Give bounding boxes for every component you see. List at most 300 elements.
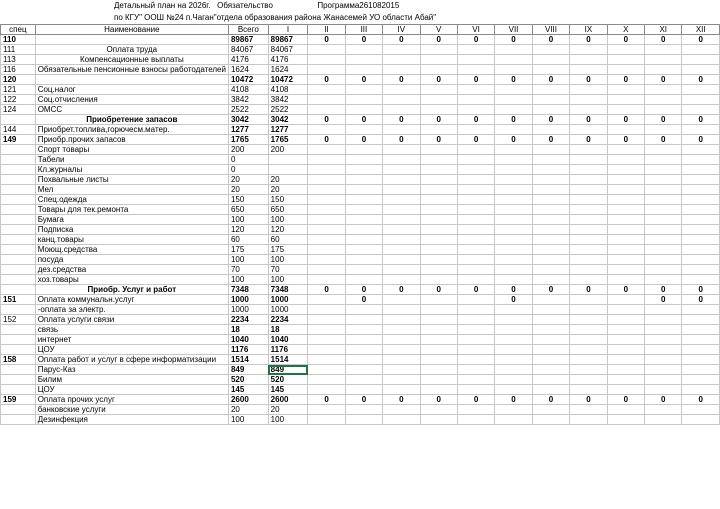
month-cell[interactable]: 0: [420, 285, 457, 295]
month-cell[interactable]: [570, 125, 607, 135]
month-cell[interactable]: 0: [532, 75, 570, 85]
total-cell[interactable]: 1277: [228, 125, 268, 135]
name-cell[interactable]: посуда: [35, 255, 228, 265]
month-cell[interactable]: [457, 45, 494, 55]
month-cell[interactable]: [308, 405, 345, 415]
month-cell[interactable]: [570, 95, 607, 105]
month-cell[interactable]: [383, 205, 420, 215]
month-cell[interactable]: 0: [607, 395, 644, 405]
month-cell[interactable]: [495, 335, 532, 345]
month-i-cell[interactable]: 849: [268, 365, 308, 375]
month-cell[interactable]: [383, 55, 420, 65]
month-cell[interactable]: [308, 85, 345, 95]
month-cell[interactable]: [532, 375, 570, 385]
month-cell[interactable]: [532, 265, 570, 275]
month-cell[interactable]: [308, 225, 345, 235]
month-cell[interactable]: [420, 305, 457, 315]
month-cell[interactable]: [345, 65, 382, 75]
month-cell[interactable]: [532, 155, 570, 165]
month-cell[interactable]: [308, 55, 345, 65]
total-cell[interactable]: 70: [228, 265, 268, 275]
month-cell[interactable]: [308, 415, 345, 425]
month-cell[interactable]: [495, 45, 532, 55]
month-cell[interactable]: [308, 165, 345, 175]
month-cell[interactable]: [495, 415, 532, 425]
month-cell[interactable]: [383, 295, 420, 305]
total-cell[interactable]: 1000: [228, 305, 268, 315]
month-cell[interactable]: [383, 245, 420, 255]
month-cell[interactable]: 0: [645, 35, 682, 45]
month-cell[interactable]: [383, 305, 420, 315]
total-cell[interactable]: 2600: [228, 395, 268, 405]
month-cell[interactable]: [645, 265, 682, 275]
month-cell[interactable]: [345, 225, 382, 235]
month-cell[interactable]: [532, 235, 570, 245]
month-cell[interactable]: [383, 265, 420, 275]
month-cell[interactable]: 0: [495, 295, 532, 305]
month-cell[interactable]: [682, 105, 720, 115]
month-cell[interactable]: [645, 335, 682, 345]
month-cell[interactable]: 0: [607, 75, 644, 85]
total-cell[interactable]: 1765: [228, 135, 268, 145]
month-cell[interactable]: 0: [457, 395, 494, 405]
month-cell[interactable]: [682, 195, 720, 205]
month-cell[interactable]: [607, 345, 644, 355]
month-cell[interactable]: [607, 105, 644, 115]
month-i-cell[interactable]: 1176: [268, 345, 308, 355]
month-cell[interactable]: [420, 195, 457, 205]
month-cell[interactable]: [345, 245, 382, 255]
month-cell[interactable]: [420, 95, 457, 105]
month-cell[interactable]: [682, 345, 720, 355]
month-cell[interactable]: [645, 215, 682, 225]
month-cell[interactable]: [532, 195, 570, 205]
month-i-cell[interactable]: 520: [268, 375, 308, 385]
month-cell[interactable]: [570, 45, 607, 55]
name-cell[interactable]: связь: [35, 325, 228, 335]
month-cell[interactable]: [532, 415, 570, 425]
month-cell[interactable]: [532, 385, 570, 395]
spec-cell[interactable]: [1, 265, 36, 275]
month-cell[interactable]: [532, 245, 570, 255]
month-cell[interactable]: 0: [532, 35, 570, 45]
spec-cell[interactable]: 110: [1, 35, 36, 45]
month-cell[interactable]: [607, 355, 644, 365]
month-cell[interactable]: [383, 85, 420, 95]
month-cell[interactable]: 0: [532, 135, 570, 145]
month-i-cell[interactable]: 1000: [268, 295, 308, 305]
month-cell[interactable]: [457, 305, 494, 315]
month-cell[interactable]: 0: [570, 135, 607, 145]
month-cell[interactable]: [570, 85, 607, 95]
month-cell[interactable]: [495, 405, 532, 415]
month-cell[interactable]: [345, 105, 382, 115]
month-cell[interactable]: 0: [532, 395, 570, 405]
spec-cell[interactable]: [1, 245, 36, 255]
month-cell[interactable]: [308, 385, 345, 395]
name-cell[interactable]: Приобр.прочих запасов: [35, 135, 228, 145]
month-cell[interactable]: [457, 125, 494, 135]
month-cell[interactable]: [420, 105, 457, 115]
month-cell[interactable]: [420, 415, 457, 425]
month-cell[interactable]: 0: [495, 115, 532, 125]
month-cell[interactable]: [308, 195, 345, 205]
month-cell[interactable]: [570, 155, 607, 165]
month-cell[interactable]: [570, 185, 607, 195]
month-cell[interactable]: [495, 215, 532, 225]
month-cell[interactable]: [645, 315, 682, 325]
total-cell[interactable]: 3842: [228, 95, 268, 105]
month-cell[interactable]: [532, 365, 570, 375]
name-cell[interactable]: Дезинфекция: [35, 415, 228, 425]
spec-cell[interactable]: 111: [1, 45, 36, 55]
month-cell[interactable]: [457, 275, 494, 285]
name-cell[interactable]: банковские услуги: [35, 405, 228, 415]
spec-cell[interactable]: [1, 235, 36, 245]
month-cell[interactable]: [645, 165, 682, 175]
month-cell[interactable]: [645, 245, 682, 255]
month-cell[interactable]: [607, 315, 644, 325]
month-cell[interactable]: [308, 365, 345, 375]
name-cell[interactable]: Билим: [35, 375, 228, 385]
month-cell[interactable]: [457, 165, 494, 175]
spec-cell[interactable]: [1, 335, 36, 345]
month-cell[interactable]: 0: [420, 115, 457, 125]
month-cell[interactable]: [345, 375, 382, 385]
month-cell[interactable]: 0: [682, 75, 720, 85]
spec-cell[interactable]: [1, 165, 36, 175]
month-cell[interactable]: [570, 385, 607, 395]
month-cell[interactable]: [457, 145, 494, 155]
name-cell[interactable]: Мел: [35, 185, 228, 195]
month-cell[interactable]: [682, 225, 720, 235]
month-cell[interactable]: [495, 355, 532, 365]
month-cell[interactable]: [345, 385, 382, 395]
month-cell[interactable]: [532, 225, 570, 235]
month-cell[interactable]: [532, 305, 570, 315]
month-cell[interactable]: [383, 375, 420, 385]
month-i-cell[interactable]: 2600: [268, 395, 308, 405]
month-cell[interactable]: [420, 65, 457, 75]
name-cell[interactable]: ЦОУ: [35, 345, 228, 355]
month-cell[interactable]: 0: [645, 295, 682, 305]
spec-cell[interactable]: 116: [1, 65, 36, 75]
month-cell[interactable]: 0: [682, 395, 720, 405]
total-cell[interactable]: 120: [228, 225, 268, 235]
month-cell[interactable]: [383, 195, 420, 205]
month-cell[interactable]: [495, 375, 532, 385]
total-cell[interactable]: 100: [228, 275, 268, 285]
month-cell[interactable]: [308, 295, 345, 305]
month-cell[interactable]: [607, 305, 644, 315]
month-cell[interactable]: [345, 345, 382, 355]
month-i-cell[interactable]: 100: [268, 275, 308, 285]
month-cell[interactable]: [532, 215, 570, 225]
month-cell[interactable]: [420, 245, 457, 255]
name-cell[interactable]: [35, 75, 228, 85]
month-cell[interactable]: [532, 255, 570, 265]
month-cell[interactable]: 0: [645, 75, 682, 85]
month-cell[interactable]: [532, 355, 570, 365]
month-cell[interactable]: [607, 185, 644, 195]
month-cell[interactable]: [607, 225, 644, 235]
month-cell[interactable]: [345, 415, 382, 425]
month-i-cell[interactable]: 150: [268, 195, 308, 205]
month-cell[interactable]: [345, 205, 382, 215]
month-cell[interactable]: [607, 145, 644, 155]
month-i-cell[interactable]: 70: [268, 265, 308, 275]
name-cell[interactable]: Подписка: [35, 225, 228, 235]
name-cell[interactable]: ЦОУ: [35, 385, 228, 395]
month-cell[interactable]: [645, 255, 682, 265]
month-cell[interactable]: [607, 275, 644, 285]
month-i-cell[interactable]: 18: [268, 325, 308, 335]
total-cell[interactable]: 1000: [228, 295, 268, 305]
name-cell[interactable]: Товары для тек.ремонта: [35, 205, 228, 215]
month-cell[interactable]: [682, 175, 720, 185]
total-cell[interactable]: 1040: [228, 335, 268, 345]
month-cell[interactable]: 0: [645, 135, 682, 145]
month-cell[interactable]: [682, 275, 720, 285]
month-cell[interactable]: [420, 125, 457, 135]
month-cell[interactable]: [308, 155, 345, 165]
total-cell[interactable]: 60: [228, 235, 268, 245]
total-cell[interactable]: 10472: [228, 75, 268, 85]
month-cell[interactable]: [308, 185, 345, 195]
spec-cell[interactable]: 144: [1, 125, 36, 135]
month-cell[interactable]: [570, 225, 607, 235]
name-cell[interactable]: Оплата прочих услуг: [35, 395, 228, 405]
month-cell[interactable]: [345, 365, 382, 375]
month-cell[interactable]: [420, 345, 457, 355]
month-cell[interactable]: [457, 175, 494, 185]
month-cell[interactable]: [383, 255, 420, 265]
month-cell[interactable]: [457, 415, 494, 425]
month-cell[interactable]: [532, 345, 570, 355]
name-cell[interactable]: Спец.одежда: [35, 195, 228, 205]
month-cell[interactable]: 0: [420, 35, 457, 45]
month-cell[interactable]: [682, 205, 720, 215]
month-cell[interactable]: [495, 265, 532, 275]
month-cell[interactable]: [457, 155, 494, 165]
month-i-cell[interactable]: 1765: [268, 135, 308, 145]
total-cell[interactable]: 89867: [228, 35, 268, 45]
month-i-cell[interactable]: [268, 155, 308, 165]
month-cell[interactable]: [383, 405, 420, 415]
month-cell[interactable]: [570, 315, 607, 325]
month-cell[interactable]: [495, 125, 532, 135]
month-cell[interactable]: 0: [495, 75, 532, 85]
month-cell[interactable]: [570, 365, 607, 375]
month-cell[interactable]: [570, 355, 607, 365]
month-cell[interactable]: [420, 215, 457, 225]
month-i-cell[interactable]: 1000: [268, 305, 308, 315]
month-cell[interactable]: [457, 265, 494, 275]
month-cell[interactable]: [345, 215, 382, 225]
total-cell[interactable]: 100: [228, 415, 268, 425]
month-cell[interactable]: 0: [682, 135, 720, 145]
total-cell[interactable]: 3042: [228, 115, 268, 125]
total-cell[interactable]: 20: [228, 405, 268, 415]
month-cell[interactable]: [495, 65, 532, 75]
month-cell[interactable]: [383, 225, 420, 235]
name-cell[interactable]: Оплата услуги связи: [35, 315, 228, 325]
month-cell[interactable]: 0: [495, 135, 532, 145]
month-cell[interactable]: [682, 145, 720, 155]
name-cell[interactable]: хоз.товары: [35, 275, 228, 285]
month-i-cell[interactable]: 4108: [268, 85, 308, 95]
month-cell[interactable]: [420, 275, 457, 285]
total-cell[interactable]: 100: [228, 215, 268, 225]
month-cell[interactable]: [457, 365, 494, 375]
month-cell[interactable]: [682, 335, 720, 345]
month-cell[interactable]: [645, 305, 682, 315]
month-cell[interactable]: [682, 315, 720, 325]
month-cell[interactable]: [457, 225, 494, 235]
month-cell[interactable]: 0: [495, 395, 532, 405]
month-cell[interactable]: [345, 55, 382, 65]
month-cell[interactable]: [345, 325, 382, 335]
name-cell[interactable]: дез.средства: [35, 265, 228, 275]
spec-cell[interactable]: [1, 275, 36, 285]
month-cell[interactable]: [457, 215, 494, 225]
month-cell[interactable]: 0: [308, 395, 345, 405]
month-cell[interactable]: 0: [345, 395, 382, 405]
month-cell[interactable]: [607, 375, 644, 385]
month-cell[interactable]: 0: [383, 35, 420, 45]
month-cell[interactable]: [607, 95, 644, 105]
month-cell[interactable]: [645, 205, 682, 215]
month-cell[interactable]: [457, 325, 494, 335]
month-cell[interactable]: [308, 325, 345, 335]
spec-cell[interactable]: [1, 325, 36, 335]
month-cell[interactable]: [495, 305, 532, 315]
month-cell[interactable]: [532, 315, 570, 325]
month-cell[interactable]: 0: [345, 285, 382, 295]
month-cell[interactable]: [645, 355, 682, 365]
month-cell[interactable]: [308, 45, 345, 55]
month-cell[interactable]: 0: [345, 135, 382, 145]
month-cell[interactable]: [645, 45, 682, 55]
name-cell[interactable]: -оплата за электр.: [35, 305, 228, 315]
spec-cell[interactable]: [1, 195, 36, 205]
month-cell[interactable]: [607, 85, 644, 95]
spec-cell[interactable]: 113: [1, 55, 36, 65]
month-cell[interactable]: [645, 155, 682, 165]
month-cell[interactable]: [383, 415, 420, 425]
month-i-cell[interactable]: 100: [268, 415, 308, 425]
month-cell[interactable]: [570, 255, 607, 265]
month-cell[interactable]: [420, 335, 457, 345]
month-cell[interactable]: [682, 255, 720, 265]
name-cell[interactable]: Табели: [35, 155, 228, 165]
month-i-cell[interactable]: 120: [268, 225, 308, 235]
month-cell[interactable]: 0: [457, 115, 494, 125]
month-cell[interactable]: [645, 125, 682, 135]
month-cell[interactable]: 0: [383, 135, 420, 145]
name-cell[interactable]: Компенсационные выплаты: [35, 55, 228, 65]
month-cell[interactable]: [383, 345, 420, 355]
month-cell[interactable]: [383, 155, 420, 165]
month-i-cell[interactable]: 7348: [268, 285, 308, 295]
month-cell[interactable]: [645, 55, 682, 65]
total-cell[interactable]: 150: [228, 195, 268, 205]
month-cell[interactable]: [532, 145, 570, 155]
month-cell[interactable]: [345, 185, 382, 195]
month-cell[interactable]: [645, 415, 682, 425]
spec-cell[interactable]: [1, 155, 36, 165]
month-cell[interactable]: [420, 235, 457, 245]
month-cell[interactable]: [645, 65, 682, 75]
total-cell[interactable]: 100: [228, 255, 268, 265]
month-cell[interactable]: 0: [682, 35, 720, 45]
month-cell[interactable]: [607, 45, 644, 55]
month-cell[interactable]: [420, 315, 457, 325]
month-cell[interactable]: [607, 405, 644, 415]
month-cell[interactable]: [345, 125, 382, 135]
month-cell[interactable]: [607, 415, 644, 425]
month-cell[interactable]: [308, 145, 345, 155]
spec-cell[interactable]: [1, 285, 36, 295]
month-cell[interactable]: [607, 325, 644, 335]
month-cell[interactable]: [457, 255, 494, 265]
month-i-cell[interactable]: 2522: [268, 105, 308, 115]
spec-cell[interactable]: [1, 145, 36, 155]
month-cell[interactable]: 0: [383, 75, 420, 85]
month-i-cell[interactable]: 20: [268, 185, 308, 195]
month-cell[interactable]: 0: [420, 395, 457, 405]
month-cell[interactable]: [645, 275, 682, 285]
month-cell[interactable]: [420, 325, 457, 335]
spec-cell[interactable]: [1, 225, 36, 235]
month-cell[interactable]: [495, 185, 532, 195]
month-cell[interactable]: [532, 405, 570, 415]
month-cell[interactable]: [420, 175, 457, 185]
month-cell[interactable]: [420, 365, 457, 375]
month-cell[interactable]: [607, 255, 644, 265]
month-cell[interactable]: [607, 385, 644, 395]
month-cell[interactable]: 0: [345, 295, 382, 305]
month-cell[interactable]: [457, 95, 494, 105]
month-cell[interactable]: [420, 265, 457, 275]
month-cell[interactable]: [570, 245, 607, 255]
total-cell[interactable]: 4176: [228, 55, 268, 65]
month-cell[interactable]: [495, 145, 532, 155]
month-cell[interactable]: [495, 315, 532, 325]
month-cell[interactable]: 0: [308, 115, 345, 125]
name-cell[interactable]: ОМСС: [35, 105, 228, 115]
month-cell[interactable]: [645, 195, 682, 205]
month-cell[interactable]: [383, 325, 420, 335]
month-i-cell[interactable]: 145: [268, 385, 308, 395]
month-cell[interactable]: [607, 215, 644, 225]
month-cell[interactable]: [383, 365, 420, 375]
month-cell[interactable]: [570, 325, 607, 335]
month-cell[interactable]: [495, 235, 532, 245]
name-cell[interactable]: Обязательные пенсионные взносы работодателей: [35, 65, 228, 75]
month-cell[interactable]: 0: [383, 285, 420, 295]
month-cell[interactable]: [420, 355, 457, 365]
month-cell[interactable]: [682, 385, 720, 395]
month-cell[interactable]: [682, 95, 720, 105]
month-cell[interactable]: [495, 345, 532, 355]
month-cell[interactable]: [607, 55, 644, 65]
name-cell[interactable]: Оплата работ и услуг в сфере информатизации: [35, 355, 228, 365]
total-cell[interactable]: 4108: [228, 85, 268, 95]
month-cell[interactable]: [383, 385, 420, 395]
month-i-cell[interactable]: 89867: [268, 35, 308, 45]
spec-cell[interactable]: 158: [1, 355, 36, 365]
